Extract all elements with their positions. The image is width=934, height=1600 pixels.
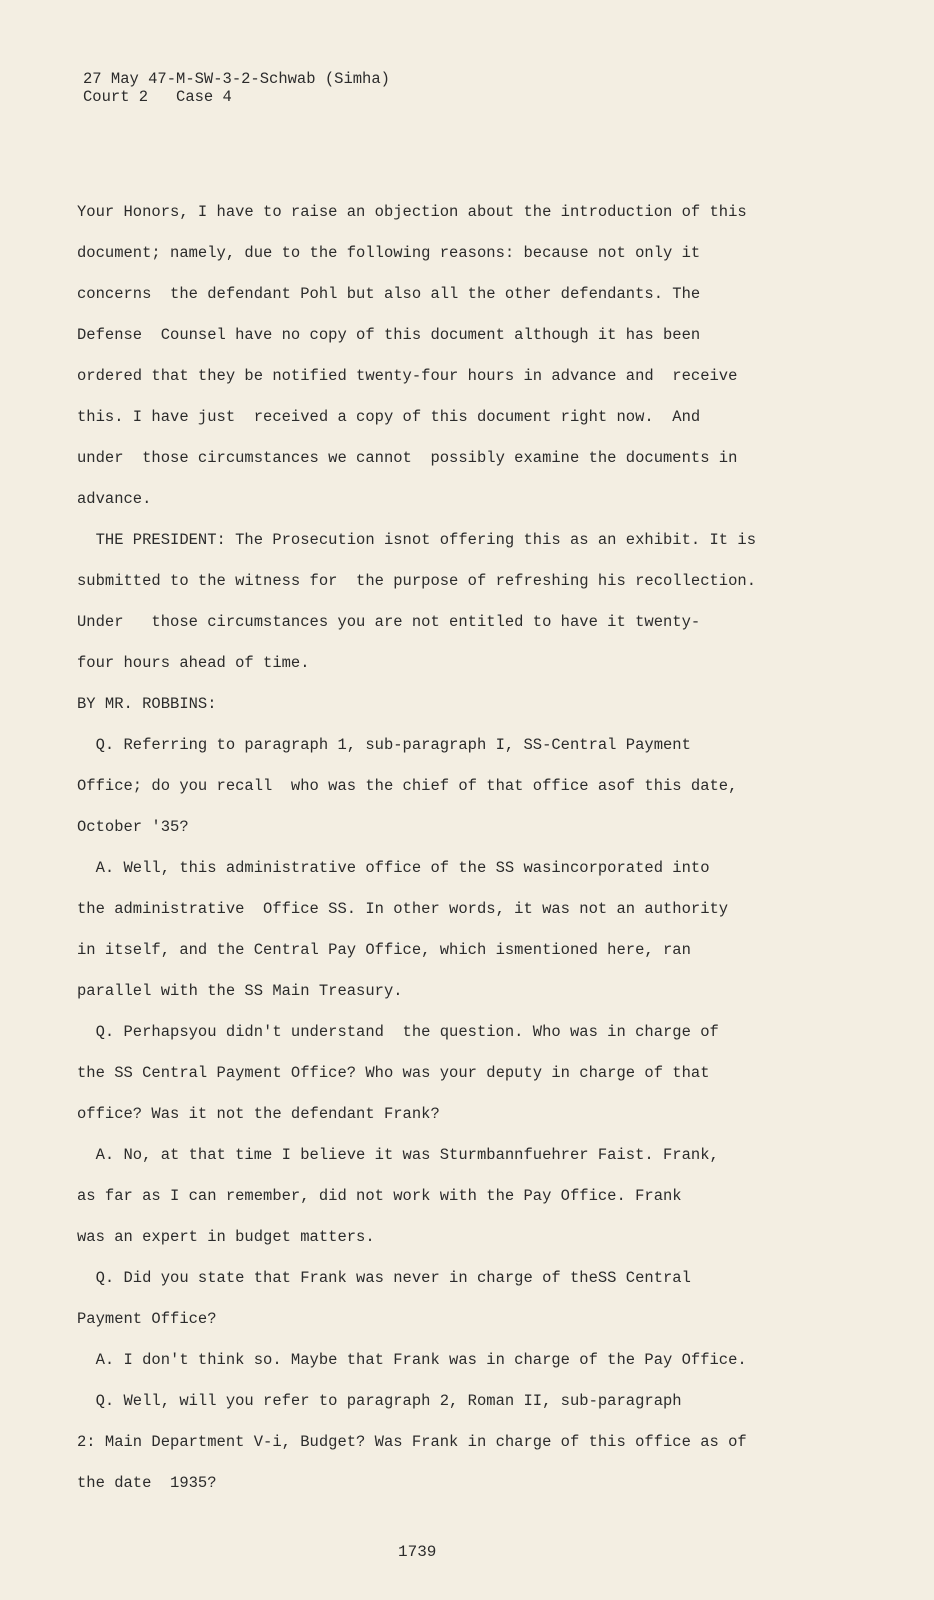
transcript-line: document; namely, due to the following reasons: because not only it xyxy=(77,244,701,262)
header-court-case: Court 2 Case 4 xyxy=(83,88,232,106)
transcript-line: advance. xyxy=(77,490,152,508)
transcript-line: under those circumstances we cannot possibly examine the documents in xyxy=(77,449,738,467)
transcript-line: A. No, at that time I believe it was Sturmbannfuehrer Faist. Frank, xyxy=(77,1146,719,1164)
transcript-line: office? Was it not the defendant Frank? xyxy=(77,1105,440,1123)
transcript-line: A. Well, this administrative office of the SS wasincorporated into xyxy=(77,859,710,877)
transcript-line: Payment Office? xyxy=(77,1310,217,1328)
transcript-line: this. I have just received a copy of this document right now. And xyxy=(77,408,701,426)
transcript-line: BY MR. ROBBINS: xyxy=(77,695,217,713)
transcript-line: the SS Central Payment Office? Who was your deputy in charge of that xyxy=(77,1064,710,1082)
transcript-line: ordered that they be notified twenty-four hours in advance and receive xyxy=(77,367,738,385)
transcript-line: the administrative Office SS. In other words, it was not an authority xyxy=(77,900,729,918)
transcript-line: THE PRESIDENT: The Prosecution isnot offering this as an exhibit. It is xyxy=(77,531,757,549)
transcript-line: the date 1935? xyxy=(77,1474,217,1492)
document-header xyxy=(83,70,390,106)
transcript-line: 2: Main Department V-i, Budget? Was Frank in charge of this office as of xyxy=(77,1433,747,1451)
transcript-line: Office; do you recall who was the chief of that office asof this date, xyxy=(77,777,738,795)
transcript-line: parallel with the SS Main Treasury. xyxy=(77,982,403,1000)
header-reference: 27 May 47-M-SW-3-2-Schwab (Simha) xyxy=(83,70,390,88)
transcript-line: A. I don't think so. Maybe that Frank was in charge of the Pay Office. xyxy=(77,1351,747,1369)
transcript-line: Your Honors, I have to raise an objection about the introduction of this xyxy=(77,203,747,221)
transcript-line: Q. Referring to paragraph 1, sub-paragraph I, SS-Central Payment xyxy=(77,736,691,754)
transcript-line: submitted to the witness for the purpose of refreshing his recollection. xyxy=(77,572,757,590)
transcript-body xyxy=(77,192,837,1504)
transcript-line: concerns the defendant Pohl but also all the other defendants. The xyxy=(77,285,701,303)
transcript-line: Q. Perhapsyou didn't understand the question. Who was in charge of xyxy=(77,1023,719,1041)
page-number: 1739 xyxy=(398,1543,437,1561)
transcript-line: Defense Counsel have no copy of this document although it has been xyxy=(77,326,701,344)
transcript-line: October '35? xyxy=(77,818,189,836)
transcript-line: as far as I can remember, did not work with the Pay Office. Frank xyxy=(77,1187,682,1205)
transcript-line: was an expert in budget matters. xyxy=(77,1228,375,1246)
transcript-line: Q. Did you state that Frank was never in charge of theSS Central xyxy=(77,1269,691,1287)
transcript-line: in itself, and the Central Pay Office, which ismentioned here, ran xyxy=(77,941,691,959)
transcript-line: Under those circumstances you are not entitled to have it twenty- xyxy=(77,613,701,631)
transcript-line: Q. Well, will you refer to paragraph 2, Roman II, sub-paragraph xyxy=(77,1392,682,1410)
transcript-line: four hours ahead of time. xyxy=(77,654,310,672)
